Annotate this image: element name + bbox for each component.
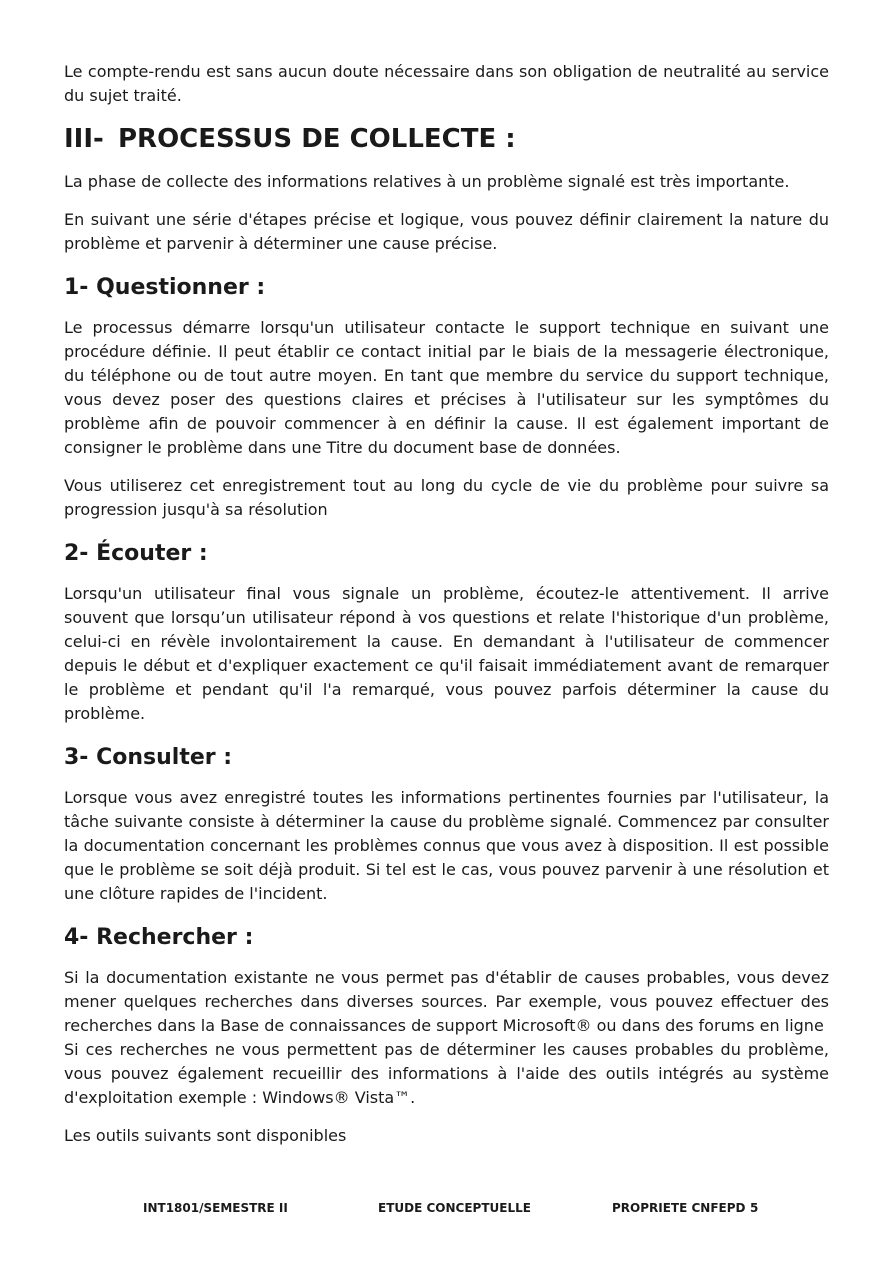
document-page bbox=[64, 60, 829, 1162]
subsection-heading-consulter: 3- Consulter : bbox=[64, 745, 233, 770]
section-paragraph-2: En suivant une série d'étapes précise et logique, vous pouvez définir clairement la nature du problème et parvenir à déterminer une cause précise. bbox=[64, 210, 829, 253]
footer-subject: ETUDE CONCEPTUELLE bbox=[378, 1201, 531, 1215]
consulter-paragraph: Lorsque vous avez enregistré toutes les informations pertinentes fournies par l'utilisateur, la tâche suivante consiste à déterminer la cause du problème signalé. Commencez par consulter la documentation concernant les problèmes connus que vous avez à disposition. Il est possible que le problème se soit déjà produit. Si tel est le cas, vous pouvez parvenir à une résolution et une clôture rapides de l'incident. bbox=[64, 788, 829, 903]
ecouter-paragraph: Lorsqu'un utilisateur final vous signale un problème, écoutez-le attentivement. Il arrive souvent que lorsqu’un utilisateur répond à vos questions et relate l'historique d'un problème, celui-ci en révèle involontairement la cause. En demandant à l'utilisateur de commencer depuis le début et d'expliquer exactement ce qu'il faisait immédiatement avant de remarquer le problème et pendant qu'il l'a remarqué, vous pouvez parfois déterminer la cause du problème. bbox=[64, 584, 829, 723]
section-number: III- bbox=[64, 124, 104, 154]
questionner-paragraph-1: Le processus démarre lorsqu'un utilisateur contacte le support technique en suivant une procédure définie. Il peut établir ce contact initial par le biais de la messagerie électronique, du téléphone ou de tout autre moyen. En tant que membre du service du support technique, vous devez poser des questions claires et précises à l'utilisateur sur les symptômes du problème afin de pouvoir commencer à en définir la cause. Il est également important de consigner le problème dans une Titre du document base de données. bbox=[64, 318, 829, 457]
section-heading bbox=[64, 122, 829, 156]
section-title: PROCESSUS DE COLLECTE : bbox=[118, 124, 516, 154]
subsection-heading-ecouter: 2- Écouter : bbox=[64, 541, 208, 566]
subsection-heading-rechercher: 4- Rechercher : bbox=[64, 925, 254, 950]
rechercher-paragraph-3: Les outils suivants sont disponibles bbox=[64, 1126, 347, 1145]
footer-course: INT1801/SEMESTRE II bbox=[143, 1201, 288, 1215]
rechercher-paragraph-2: Si ces recherches ne vous permettent pas de déterminer les causes probables du problème, vous pouvez également recueillir des informations à l'aide des outils intégrés au système d'exploitation exemple : Windows® Vista™. bbox=[64, 1040, 829, 1107]
page-footer bbox=[0, 1201, 893, 1219]
section-paragraph-1: La phase de collecte des informations relatives à un problème signalé est très importante. bbox=[64, 172, 790, 191]
questionner-paragraph-2: Vous utiliserez cet enregistrement tout au long du cycle de vie du problème pour suivre sa progression jusqu'à sa résolution bbox=[64, 476, 829, 519]
footer-owner: PROPRIETE CNFEPD bbox=[612, 1201, 746, 1215]
intro-paragraph: Le compte-rendu est sans aucun doute nécessaire dans son obligation de neutralité au service du sujet traité. bbox=[64, 62, 829, 105]
rechercher-paragraph-1: Si la documentation existante ne vous permet pas d'établir de causes probables, vous devez mener quelques recherches dans diverses sources. Par exemple, vous pouvez effectuer des recherches dans la Base de connaissances de support Microsoft® ou dans des forums en ligne bbox=[64, 968, 829, 1035]
footer-page-number: 5 bbox=[750, 1201, 759, 1215]
subsection-heading-questionner: 1- Questionner : bbox=[64, 275, 266, 300]
